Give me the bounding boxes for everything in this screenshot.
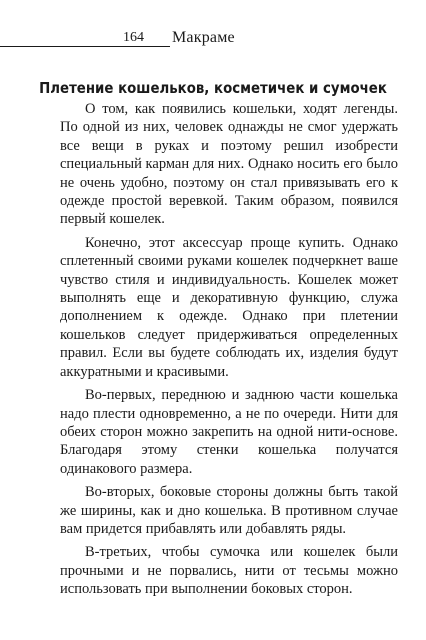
- chapter-title: Плетение кошельков, косметичек и сумочек: [39, 79, 387, 98]
- page-number: 164: [123, 30, 144, 45]
- paragraph-1: О том, как появились кошельки, ходят легенды. По одной из них, человек однажды не смог удержать все вещи в руках и поэтому решил изобрести специальный карман для них. Однако носить его было не очень удобно, поэтому он стал привязывать его к одежде простой веревкой. Таким образом, появился первый кошелек.: [60, 101, 398, 228]
- paragraph-3: Во-первых, переднюю и заднюю части кошелька надо плести одновременно, а не по очереди. Нити для обеих сторон можно закрепить на одной нити-основе. Благодаря этому стенки кошелька получатся одинакового размера.: [60, 387, 398, 477]
- paragraph-4: Во-вторых, боковые стороны должны быть такой же ширины, как и дно кошелька. В противном случае вам придется прибавлять или добавлять ряды.: [60, 484, 398, 537]
- running-header: [0, 30, 426, 48]
- body-text: [60, 100, 398, 604]
- header-rule: [0, 46, 170, 47]
- paragraph-5: В-третьих, чтобы сумочка или кошелек были прочными и не порвались, нити от тесьмы можно использовать при выполнении боковых сторон.: [60, 544, 398, 598]
- running-title: Макраме: [172, 29, 235, 46]
- paragraph-2: Конечно, этот аксессуар проще купить. Однако сплетенный своими руками кошелек подчеркнет ваше чувство стиля и индивидуальность. Кошелек может выполнять еще и декоративную функцию, служа дополнением к одежде. Однако при плетении кошельков следует придерживаться определенных правил. Если вы будете соблюдать их, изделия будут аккуратными и красивыми.: [60, 234, 398, 380]
